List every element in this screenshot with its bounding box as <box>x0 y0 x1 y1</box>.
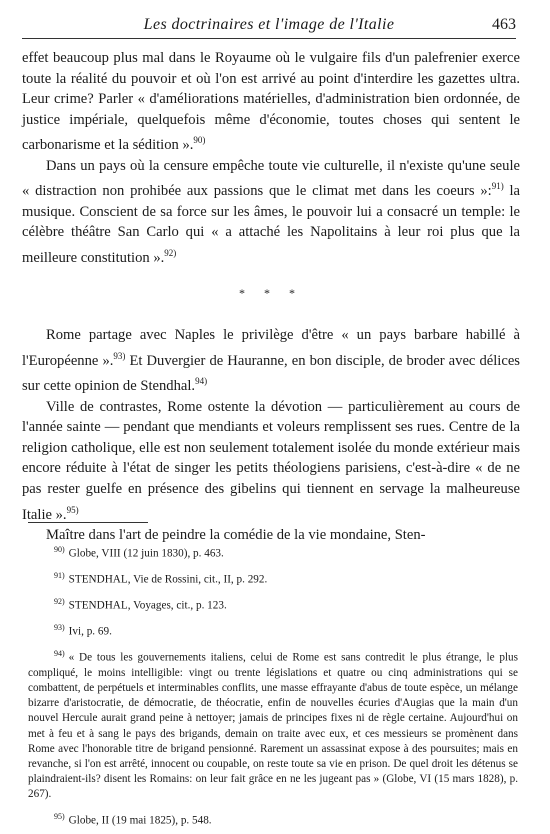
paragraph-3-text-a: Rome partage avec Naples le privilège d'être « un pays barbare habillé à l'Européenne ». <box>22 327 520 369</box>
paragraph-4 <box>22 397 520 525</box>
footnote-91 <box>28 568 518 588</box>
footnote-text: Ivi, p. 69. <box>68 625 112 638</box>
footnote-text: STENDHAL, Vie de Rossini, cit., II, p. 292. <box>68 573 268 586</box>
paragraph-3-text-b: Et Duvergier de Hauranne, en bon disciple, de broder avec délices sur cette opinion de Stendhal. <box>22 352 520 395</box>
paragraph-3 <box>22 325 520 397</box>
footnote-separator <box>28 522 148 523</box>
footnote-90 <box>28 542 518 562</box>
footnote-number: 90) <box>54 545 65 554</box>
paragraph-4-text: Ville de contrastes, Rome ostente la dévotion — particulièrement au cours de l'année sainte — pendant que mendiants et voleurs remplissent ses rues. Centre de la religion catholique, elle est non seulement totalement isolée du monde extérieur mais encore réduite à l'état de singer les petits théologiens parisiens, c'est-à-dire « de ne pas rester guelfe en présence des gibelins qui tiennent en servage la malheureuse Italie ». <box>22 398 520 523</box>
paragraph-1-text: effet beaucoup plus mal dans le Royaume où le vulgaire fils d'un palefrenier exerce toute la réalité du pouvoir et où l'on est arrivé au point d'interdire les gazettes ultra. Leur crime? Parler « d'améliorations matérielles, d'administration bien ordonnée, de justice impériale, quelquefois même d'économie, toutes choses qui sentent le carbonarisme et la sédition ». <box>22 50 520 154</box>
note-ref-92: 92) <box>164 248 177 259</box>
footnote-number: 93) <box>54 622 65 632</box>
paragraph-2 <box>22 156 520 269</box>
note-ref-94: 94) <box>195 376 208 387</box>
note-ref-93: 93) <box>113 350 126 361</box>
running-head-title: Les doctrinaires et l'image de l'Italie <box>143 16 395 33</box>
note-ref-95: 95) <box>66 504 79 515</box>
footnote-number: 94) <box>54 648 65 658</box>
footnotes <box>28 542 518 834</box>
footnote-text: STENDHAL, Voyages, cit., p. 123. <box>68 599 227 612</box>
paragraph-2-text-b: la musique. Conscient de sa force sur les âmes, le pouvoir lui a consacré un temple: le célèbre théâtre San Carlo qui « a attaché les Napolitains à leur roi plus que la meilleure constitution ». <box>22 183 521 266</box>
footnote-number: 95) <box>54 811 65 821</box>
paragraph-5-text: Maître dans l'art de peindre la comédie de la vie mondaine, Sten- <box>46 527 426 544</box>
footnote-text: « De tous les gouvernements italiens, celui de Rome est sans contredit le plus étrange, le plus compliqué, le moins intelligible: vingt ou trente législations et quatre ou cinq administrations qui se combattent, de perpétuels et interminables conflits, une masse effrayante d'abus de toute espèce, un mélange bizarre d'aristocratie, de démocratie, de théocratie, enfin de nouvelles écuries d'Augias que la main d'un nouvel Hercule aurait grand peine à nettoyer; jamais de principes fixes ni de règle certaine. Aujourd'hui on met à feu et à sang le pays des brigands, demain on traite avec eux, et ces messieurs se promènent dans Rome avec l'honorable titre de brigand pensionné. Rarement un assassinat expose à des poursuites; mais en revanche, si l'on est arrêté, innocent ou coupable, on reste toute sa vie en prison. De quel droit les détenus se plaindraient-ils? disent les Romains: on leur fait grâce en ne les jugeant pas » (Globe, VI (15 mars 1828), p. 267). <box>28 651 518 801</box>
section-break-stars: * * * <box>239 285 303 300</box>
running-header <box>22 14 516 39</box>
footnote-94 <box>28 646 518 803</box>
footnote-92 <box>28 594 518 614</box>
footnote-number: 91) <box>54 570 65 580</box>
footnote-93 <box>28 620 518 640</box>
footnote-95 <box>28 809 518 829</box>
page-number: 463 <box>492 16 516 33</box>
footnote-text: Globe, II (19 mai 1825), p. 548. <box>68 814 212 827</box>
footnote-text: Globe, VIII (12 juin 1830), p. 463. <box>68 547 224 560</box>
paragraph-2-text-a: Dans un pays où la censure empêche toute vie culturelle, il n'existe qu'une seule « distraction non prohibée aux passions que le climat met dans les coeurs »: <box>22 157 520 200</box>
note-ref-91: 91) <box>491 181 504 192</box>
paragraph-1 <box>22 48 520 156</box>
main-text <box>22 48 520 546</box>
footnote-number: 92) <box>54 596 65 606</box>
note-ref-90: 90) <box>193 135 206 146</box>
